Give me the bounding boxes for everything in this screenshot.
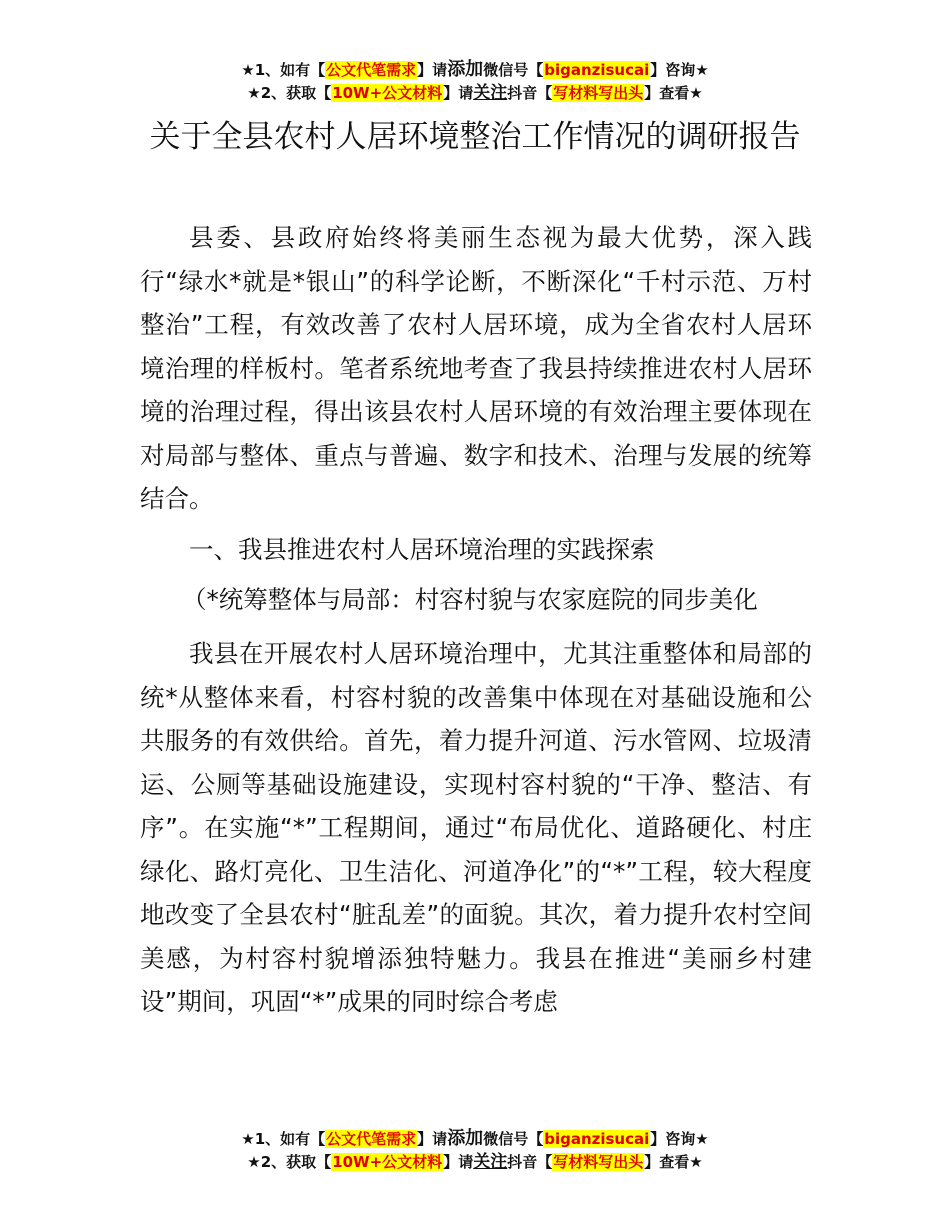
highlight-douyin-account: 写材料写出头 <box>553 1153 644 1171</box>
promo-line-2 <box>0 1151 950 1174</box>
promo-line-1 <box>0 58 950 82</box>
highlight-douyin-account: 写材料写出头 <box>553 84 644 102</box>
promo-line-2 <box>0 82 950 105</box>
promo-text: ★2、获取【 <box>247 1153 332 1171</box>
promo-emphasis: 添加 <box>447 59 484 80</box>
promo-text: ★2、获取【 <box>247 84 332 102</box>
promo-text: 】查看★ <box>644 1153 703 1171</box>
promo-text: 抖音【 <box>507 1153 553 1171</box>
promo-text: 】请 <box>443 1153 474 1171</box>
promo-text: 】请 <box>417 61 448 79</box>
highlight-wechat-id: biganzisucai <box>544 1130 650 1148</box>
highlight-materials: 10W+公文材料 <box>332 1153 443 1171</box>
promo-text: 微信号【 <box>483 61 544 79</box>
highlight-service: 公文代笔需求 <box>326 1130 417 1148</box>
subsection-heading: （*统筹整体与局部：村容村貌与农家庭院的同步美化 <box>182 585 758 614</box>
highlight-wechat-id: biganzisucai <box>544 61 650 79</box>
highlight-materials: 10W+公文材料 <box>332 84 443 102</box>
promo-banner-top <box>0 58 950 105</box>
promo-line-1 <box>0 1127 950 1151</box>
promo-banner-bottom <box>0 1127 950 1174</box>
promo-emphasis: 添加 <box>447 1128 484 1149</box>
section-heading: 一、我县推进农村人居环境治理的实践探索 <box>189 535 655 564</box>
promo-emphasis: 关注 <box>473 1152 508 1172</box>
promo-text: 】咨询★ <box>650 1130 709 1148</box>
promo-text: ★1、如有【 <box>241 61 326 79</box>
promo-text: 】查看★ <box>644 84 703 102</box>
promo-emphasis: 关注 <box>473 83 508 103</box>
document-title: 关于全县农村人居环境整治工作情况的调研报告 <box>149 119 801 155</box>
intro-paragraph: 县委、县政府始终将美丽生态视为最大优势，深入践行“绿水*就是*银山”的科学论断，不断深化“千村示范、万村整治”工程，有效改善了农村人居环境，成为全省农村人居环境治理的样板村。笔者系统地考查了我县持续推进农村人居环境的治理过程，得出该县农村人居环境的有效治理主要体现在对局部与整体、重点与普遍、数字和技术、治理与发展的统筹结合。 <box>140 223 812 513</box>
promo-text: 抖音【 <box>507 84 553 102</box>
promo-text: 】请 <box>443 84 474 102</box>
highlight-service: 公文代笔需求 <box>326 61 417 79</box>
promo-text: 微信号【 <box>483 1130 544 1148</box>
body-paragraph: 我县在开展农村人居环境治理中，尤其注重整体和局部的统*从整体来看，村容村貌的改善集中体现在对基础设施和公共服务的有效供给。首先，着力提升河道、污水管网、垃圾清运、公厕等基础设施建设，实现村容村貌的“干净、整洁、有序”。在实施“*”工程期间，通过“布局优化、道路硬化、村庄绿化、路灯亮化、卫生洁化、河道净化”的“*”工程，较大程度地改变了全县农村“脏乱差”的面貌。其次，着力提升农村空间美感，为村容村貌增添独特魅力。我县在推进“美丽乡村建设”期间，巩固“*”成果的同时综合考虑 <box>140 639 812 1016</box>
promo-text: 】咨询★ <box>650 61 709 79</box>
promo-text: ★1、如有【 <box>241 1130 326 1148</box>
promo-text: 】请 <box>417 1130 448 1148</box>
